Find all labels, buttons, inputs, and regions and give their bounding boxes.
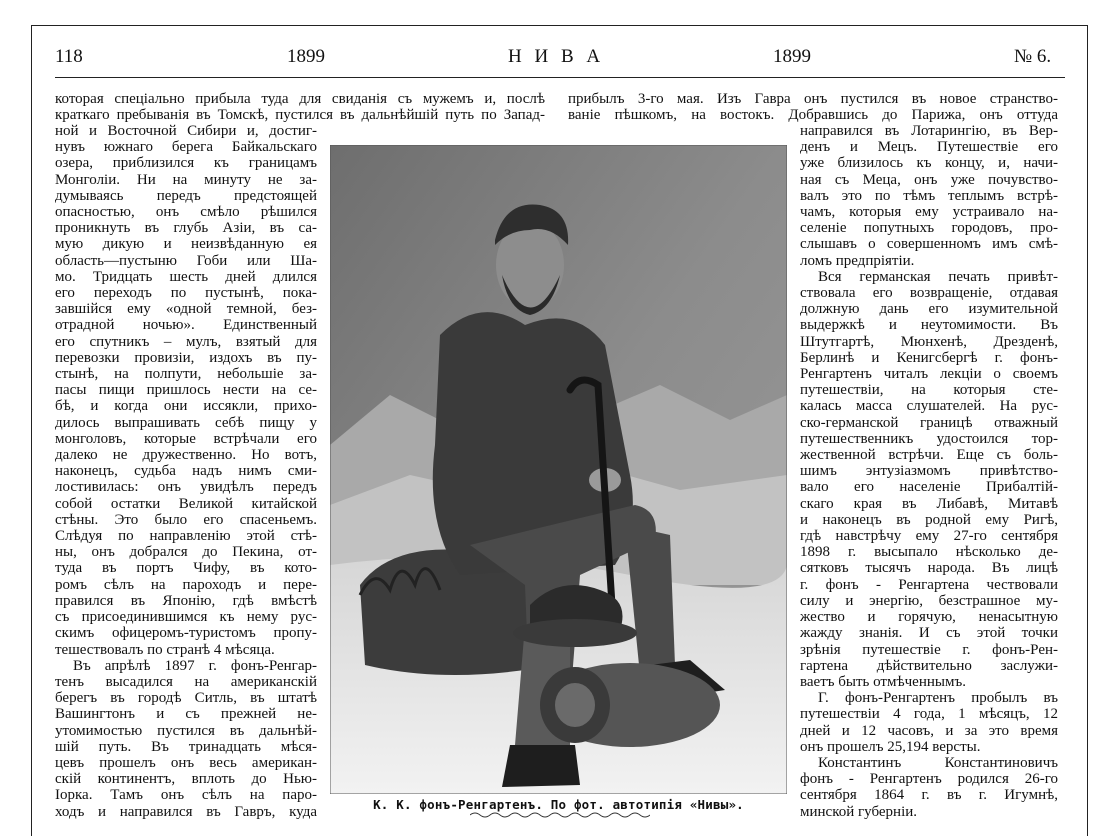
text-line: гартена дѣйствительно заслужи- [800, 657, 1058, 674]
text-line: денъ и Мецъ. Путешествіе его [800, 139, 1058, 156]
portrait-photo [330, 145, 787, 794]
magazine-title: Н И В А [508, 46, 605, 67]
text-line: его переходъ по пустынѣ, пока- [55, 285, 317, 302]
text-line: силу и энергію, безстрашное му- [800, 592, 1058, 609]
text-line: ходъ и направился въ Гавръ, куда [55, 803, 317, 820]
text-line: сятковъ тысячъ народа. Въ лицѣ [800, 560, 1058, 577]
text-line: бѣ, и когда они иссякли, прихо- [55, 398, 317, 415]
text-line: утомимостью пустился въ дальнѣй- [55, 722, 317, 739]
caption-ornament [470, 811, 650, 819]
text-line: сентября 1864 г. въ г. Игумнѣ, [800, 787, 1058, 804]
photo-caption: К. К. фонъ-Ренгартенъ. По фот. автотипія «Нивы». [373, 797, 744, 812]
text-line: стѣны. Это было его спасеньемъ. [55, 511, 317, 528]
text-line: скимъ офицеромъ-туристомъ пропу- [55, 625, 317, 642]
text-line: озера, приблизился къ границамъ [55, 155, 317, 172]
paragraph-start: Вся германская печать привѣт- [818, 268, 1058, 285]
text-line: г. фонъ - Ренгартена чествовали [800, 576, 1058, 593]
text-line: Вашингтонъ и съ прежней не- [55, 706, 317, 723]
text-line: собой остатки Великой китайской [55, 495, 317, 512]
text-line: слышавъ о совершенномъ имъ смѣ- [800, 236, 1058, 253]
text-line: тенъ высадился на американскій [55, 673, 317, 690]
text-line: прибылъ 3-го мая. Изъ Гавра онъ пустился въ новое странство- [568, 91, 1058, 107]
text-line: чамъ, которыя ему устраивало на- [800, 204, 1058, 221]
text-line: валъ это по тѣмъ теплымъ встрѣ- [800, 187, 1058, 204]
right-column [800, 123, 1058, 820]
text-line: которая спеціально прибыла туда для свиданія съ мужемъ и, послѣ [55, 91, 545, 107]
text-line: направился въ Лотарингію, въ Вер- [800, 123, 1058, 139]
paragraph-start: Въ апрѣлѣ 1897 г. фонъ-Ренгар- [73, 657, 317, 674]
text-line: выдержкѣ и неутомимости. Въ [800, 317, 1058, 334]
text-line: ствовала его возвращеніе, отдавая [800, 285, 1058, 302]
text-line: стынѣ, на полпути, небольшіе за- [55, 366, 317, 383]
top-text-left [55, 91, 545, 123]
text-line: перевозки провизіи, издохъ въ пу- [55, 349, 317, 366]
left-column [55, 123, 317, 820]
text-line: наконецъ, судьба надъ нимъ сми- [55, 463, 317, 480]
text-line: путешественникъ удостоился тор- [800, 430, 1058, 447]
text-line: монголовъ, которые встрѣчали его [55, 430, 317, 447]
text-line: ломъ предпріятіи. [800, 252, 915, 269]
text-line: цевъ прошелъ онъ весь американ- [55, 754, 317, 771]
text-line: шій путь. Въ тринадцать мѣся- [55, 738, 317, 755]
text-line: его спутникъ – мулъ, взятый для [55, 333, 317, 350]
text-line: должную дань его изумительной [800, 301, 1058, 318]
text-line: ны, онъ добрался до Пекина, от- [55, 544, 317, 561]
text-line: селеніе попутныхъ городовъ, про- [800, 220, 1058, 237]
text-line: Ренгартенъ читалъ лекціи о своемъ [800, 366, 1058, 383]
text-line: завшійся ему «одной темной, без- [55, 301, 317, 318]
text-line: лостивилась: онъ увидѣлъ передъ [55, 479, 317, 496]
text-line: зрѣнія путешествіе г. фонъ-Рен- [800, 641, 1058, 658]
text-line: ваніе пѣшкомъ, на востокъ. Добравшись до Парижа, онъ оттуда [568, 107, 1058, 124]
year-left: 1899 [287, 46, 325, 67]
text-line: калась масса слушателей. На рус- [800, 398, 1058, 415]
text-line: путешествіи, на которыя сте- [800, 382, 1058, 399]
text-line: ная съ Меца, онъ уже почувство- [800, 171, 1058, 188]
text-line: отрадной ночью». Единственный [55, 317, 317, 334]
text-line: дилось выпрашивать себѣ пищу у [55, 414, 317, 431]
text-line: думываясь передъ предстоящей [55, 187, 317, 204]
page-number: 118 [55, 46, 83, 67]
text-line: туда въ портъ Чифу, въ кото- [55, 560, 317, 577]
text-line: проникнуть въ глубь Азіи, въ са- [55, 220, 317, 237]
year-right: 1899 [773, 46, 811, 67]
text-line: шимъ энтузіазмомъ привѣтство- [800, 463, 1058, 480]
text-line: съ присоединившимся къ нему рус- [55, 609, 317, 626]
text-line: онъ прошелъ 25,194 версты. [800, 738, 981, 755]
text-line: минской губерніи. [800, 803, 918, 820]
text-line: вало его населеніе Прибалтій- [800, 479, 1058, 496]
paragraph-start: Константинъ Константиновичъ [818, 754, 1058, 771]
text-line: далеко не дружественно. Но вотъ, [55, 447, 317, 464]
text-line: жажду знанія. И съ этой точки [800, 625, 1058, 642]
text-line: дней и 12 часовъ, и за это время [800, 722, 1058, 739]
text-line: Берлинѣ и Кенигсбергѣ г. фонъ- [800, 349, 1058, 366]
text-line: ной и Восточной Сибири и, достиг- [55, 123, 317, 139]
text-line: область—пустыню Гоби или Ша- [55, 252, 317, 269]
text-line: уже близилось къ концу, и, начи- [800, 155, 1058, 172]
text-line: Монголіи. Ни на минуту не за- [55, 171, 317, 188]
text-line: ваетъ быть отмѣченнымъ. [800, 673, 966, 690]
text-line: ромъ сѣлъ на пароходъ и пере- [55, 576, 317, 593]
text-line: путешествіи 4 года, 1 мѣсяцъ, 12 [800, 706, 1058, 723]
text-line: и наконецъ въ родной ему Ригѣ, [800, 511, 1058, 528]
text-line: пасы пищи пришлось нести на се- [55, 382, 317, 399]
text-line: скій континентъ, вплоть до Нью- [55, 771, 317, 788]
header-rule [55, 77, 1065, 78]
issue-number: № 6. [1014, 46, 1052, 67]
text-line: жество и горячую, ненасытную [800, 609, 1058, 626]
text-line: Слѣдуя по направленію этой стѣ- [55, 528, 317, 545]
text-line: гдѣ навстрѣчу ему 27-го сентября [800, 528, 1058, 545]
text-line: краткаго пребыванія въ Томскѣ, пустился въ дальнѣйшій путь по Запад- [55, 107, 545, 124]
text-line: Штутгартѣ, Мюнхенѣ, Дрезденѣ, [800, 333, 1058, 350]
text-line: мо. Тридцать шесть дней длился [55, 268, 317, 285]
top-text-right [568, 91, 1058, 123]
text-line: нувъ южнаго берега Байкальскаго [55, 139, 317, 156]
text-line: фонъ - Ренгартенъ родился 26-го [800, 771, 1058, 788]
text-line: Іорка. Тамъ онъ сѣлъ на паро- [55, 787, 317, 804]
text-line: ско-германской границѣ отважный [800, 414, 1058, 431]
text-line: мую дикую и неизвѣданную ея [55, 236, 317, 253]
text-line: тешествовалъ по странѣ 4 мѣсяца. [55, 641, 275, 658]
text-line: берегъ въ городѣ Ситль, въ штатѣ [55, 690, 317, 707]
text-line: правился въ Японію, гдѣ вмѣстѣ [55, 592, 317, 609]
text-line: опасностью, онъ смѣло рѣшился [55, 204, 317, 221]
text-line: жественной встрѣчи. Еще съ боль- [800, 447, 1058, 464]
text-line: 1898 г. высыпало нѣсколько де- [800, 544, 1058, 561]
paragraph-start: Г. фонъ-Ренгартенъ пробылъ въ [818, 690, 1058, 707]
text-line: скаго края въ Либавѣ, Митавѣ [800, 495, 1058, 512]
